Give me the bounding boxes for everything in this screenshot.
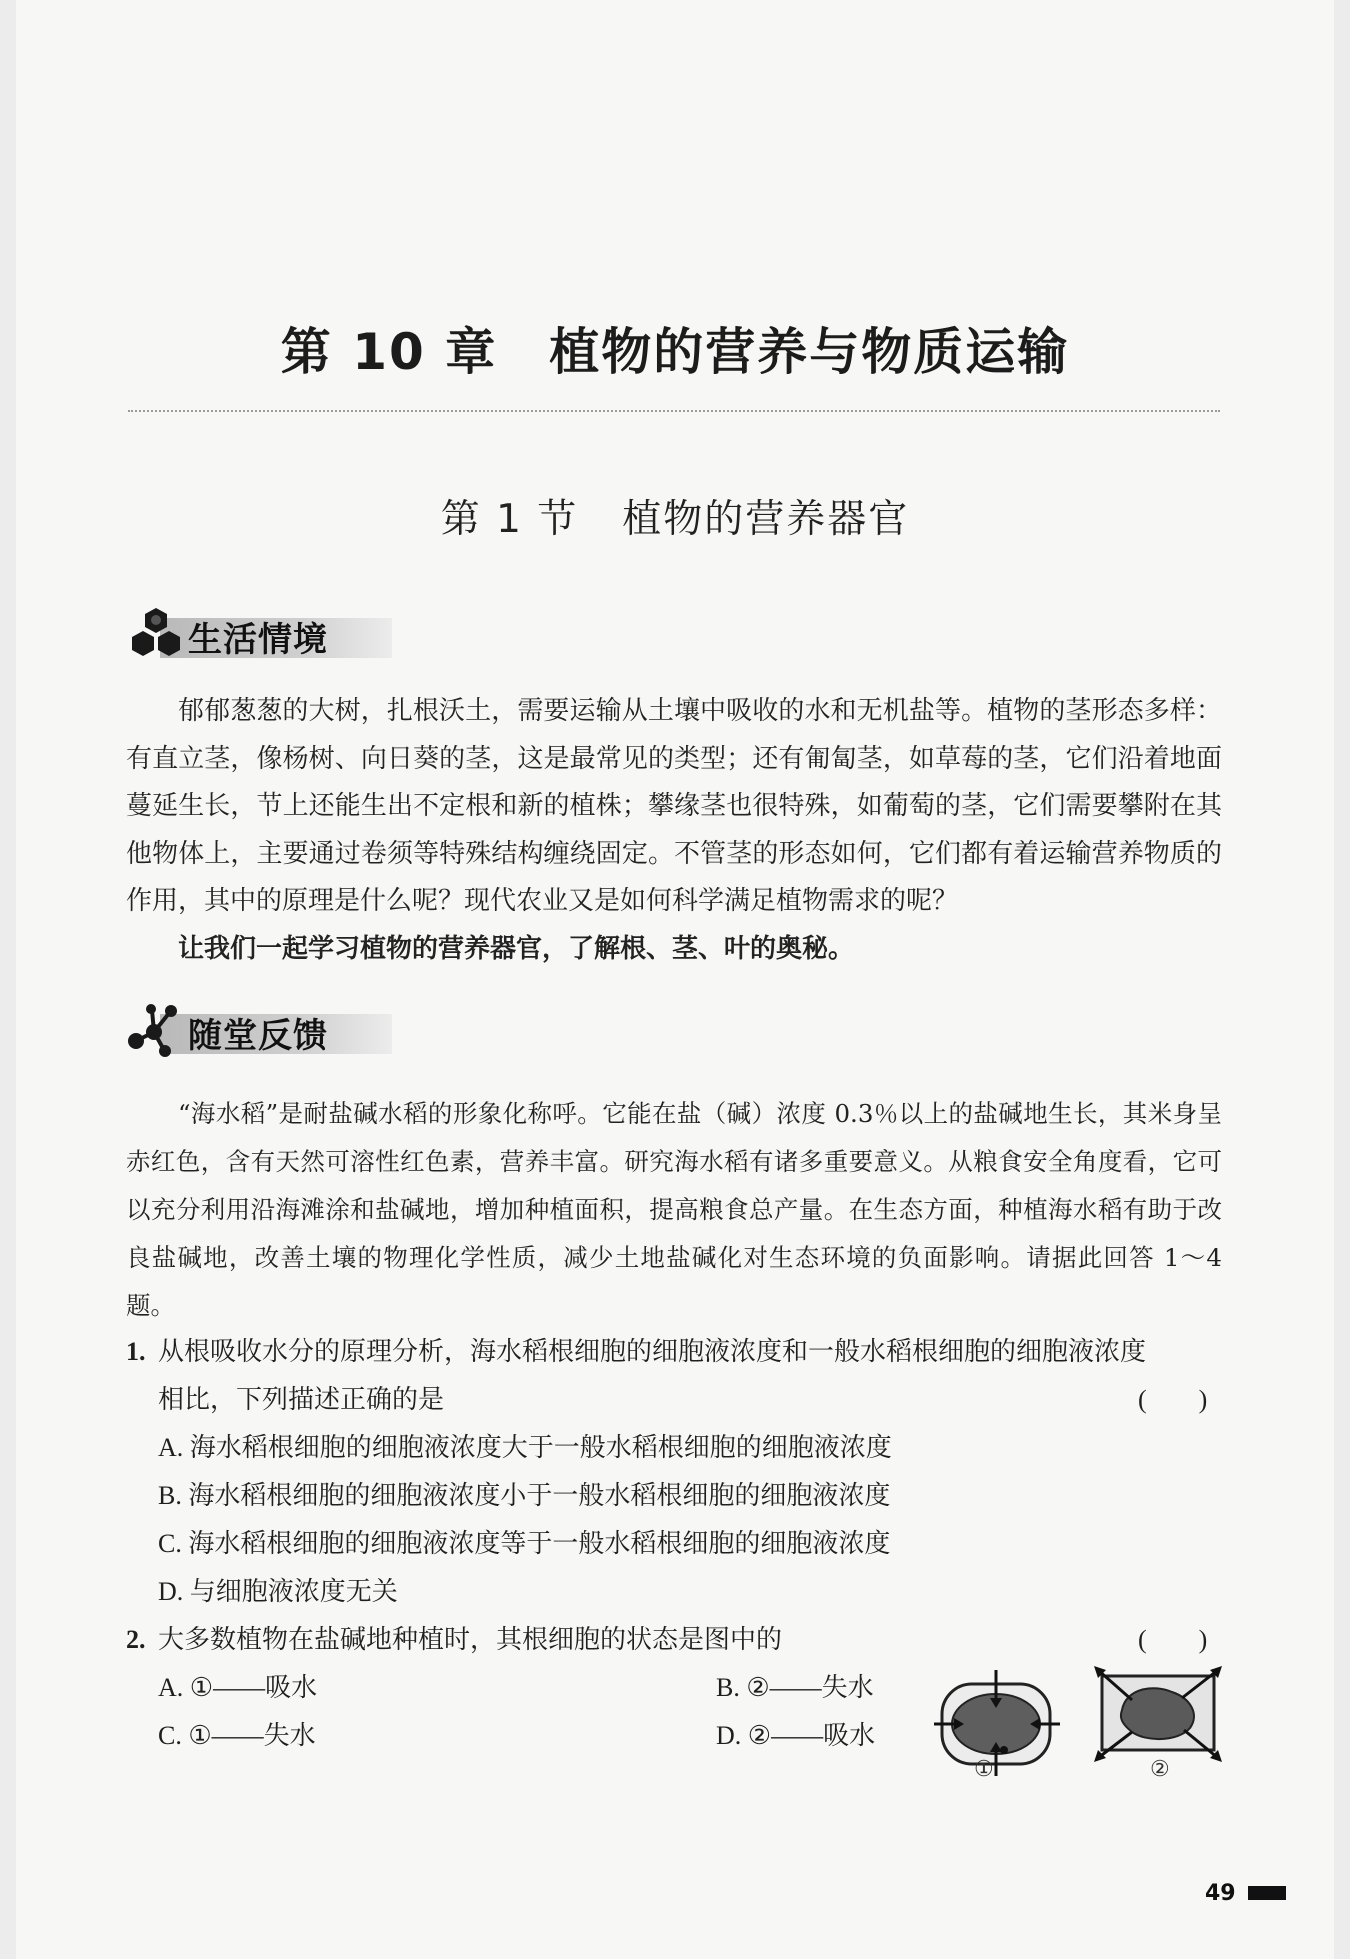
question-1-stem-line1: 从根吸收水分的原理分析，海水稻根细胞的细胞液浓度和一般水稻根细胞的细胞液浓度 xyxy=(158,1337,1147,1366)
life-context-closing: 让我们一起学习植物的营养器官，了解根、茎、叶的奥秘。 xyxy=(178,934,855,964)
figure-label-1: ① xyxy=(974,1756,994,1781)
hexagon-cluster-icon xyxy=(124,604,188,668)
question-1-option-d[interactable]: D. 与细胞液浓度无关 xyxy=(158,1577,398,1606)
page-number: 49 xyxy=(1205,1881,1236,1906)
life-context-paragraph: 郁郁葱葱的大树，扎根沃土，需要运输从土壤中吸收的水和无机盐等。植物的茎形态多样：有直立茎，像杨树、向日葵的茎，这是最常见的类型；还有匍匐茎，如草莓的茎，它们沿着地面蔓延生长，节上还能生出不定根和新的植株；攀缘茎也很特殊，如葡萄的茎，它们需要攀附在其他物体上，主要通过卷须等特殊结构缠绕固定。不管茎的形态如何，它们都有着运输营养物质的作用，其中的原理是什么呢？现代农业又是如何科学满足植物需求的呢？ xyxy=(126,696,1222,916)
question-2-option-b[interactable]: B. ②——失水 xyxy=(716,1673,874,1702)
feedback-heading: 随堂反馈 xyxy=(188,1016,328,1056)
question-2-number: 2. xyxy=(126,1625,146,1654)
question-2-stem: 大多数植物在盐碱地种植时，其根细胞的状态是图中的 xyxy=(158,1625,783,1654)
question-2-option-c[interactable]: C. ①——失水 xyxy=(158,1721,316,1750)
question-2-option-d[interactable]: D. ②——吸水 xyxy=(716,1721,876,1750)
chapter-title xyxy=(0,312,1350,384)
page-number-bar xyxy=(1248,1886,1286,1900)
question-1 xyxy=(126,1328,1226,1616)
question-1-number: 1. xyxy=(126,1337,146,1366)
chapter-number: 第 10 章 xyxy=(280,323,498,381)
cell-diagram-1 xyxy=(932,1668,1062,1778)
question-1-option-c[interactable]: C. 海水稻根细胞的细胞液浓度等于一般水稻根细胞的细胞液浓度 xyxy=(158,1529,891,1558)
question-1-option-b[interactable]: B. 海水稻根细胞的细胞液浓度小于一般水稻根细胞的细胞液浓度 xyxy=(158,1481,891,1510)
chapter-divider xyxy=(128,410,1220,412)
chapter-name: 植物的营养与物质运输 xyxy=(549,323,1070,381)
question-2-option-a[interactable]: A. ①——吸水 xyxy=(158,1673,318,1702)
life-context-banner xyxy=(124,604,424,668)
figure-label-2: ② xyxy=(1150,1756,1170,1781)
cell-diagram-2 xyxy=(1092,1666,1224,1762)
question-1-answer-bracket[interactable]: ( ) xyxy=(1138,1385,1208,1414)
section-name: 植物的营养器官 xyxy=(622,497,910,542)
question-1-stem-line2: 相比，下列描述正确的是 xyxy=(158,1385,445,1414)
life-context-heading: 生活情境 xyxy=(188,620,328,660)
feedback-banner xyxy=(124,1000,424,1064)
question-2-answer-bracket[interactable]: ( ) xyxy=(1138,1625,1208,1654)
question-1-option-a[interactable]: A. 海水稻根细胞的细胞液浓度大于一般水稻根细胞的细胞液浓度 xyxy=(158,1433,892,1462)
section-title xyxy=(0,488,1350,544)
section-number: 第 1 节 xyxy=(440,497,579,542)
molecule-icon xyxy=(124,1000,188,1064)
feedback-paragraph: “海水稻”是耐盐碱水稻的形象化称呼。它能在盐（碱）浓度 0.3％以上的盐碱地生长，其米身呈赤红色，含有天然可溶性红色素，营养丰富。研究海水稻有诸多重要意义。从粮食安全角度看，它可以充分利用沿海滩涂和盐碱地，增加种植面积，提高粮食总产量。在生态方面，种植海水稻有助于改良盐碱地，改善土壤的物理化学性质，减少土地盐碱化对生态环境的负面影响。请据此回答 1～4 题。 xyxy=(126,1099,1222,1320)
